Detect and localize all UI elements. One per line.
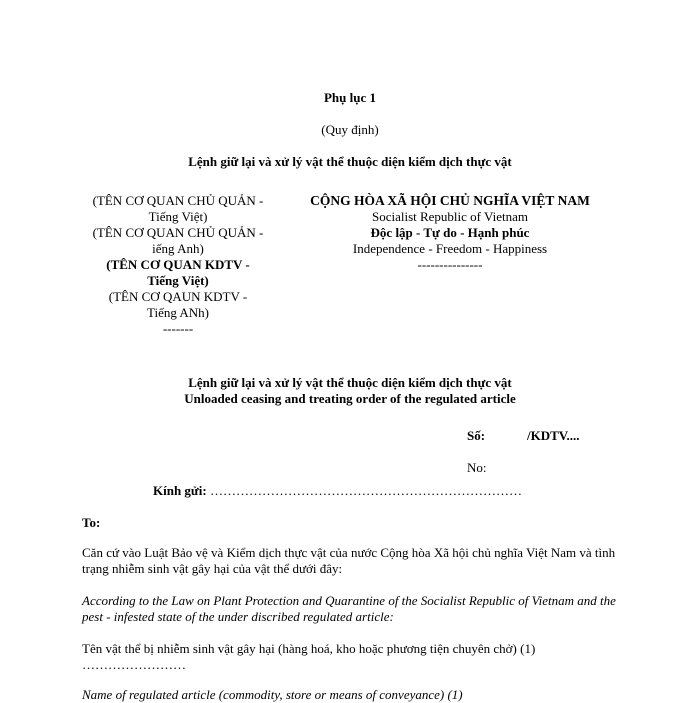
number-value: /KDTV.... [527,428,580,443]
header-divider: --------------- [417,257,483,272]
order-title [0,375,700,407]
recipient-line [153,483,573,499]
article-name-vi-dots: …………………… [82,657,186,672]
recipient-label: Kính gửi: [153,483,207,498]
order-title-en: Unloaded ceasing and treating order of the regulated article [184,391,516,406]
agency-block [78,193,278,337]
regulation-note: (Quy định) [321,122,379,137]
to-label: To: [82,515,101,530]
order-number [467,428,667,444]
appendix-title: Phụ lục 1 [323,90,376,105]
agency-line: (TÊN CƠ QUAN CHỦ QUẢN - [92,193,264,208]
agency-line: iếng Anh) [152,241,204,256]
legal-basis-en: According to the Law on Plant Protection and Quarantine of the Socialist Republic of Vietnam and the pest - infested state of the under discribed regulated article: [82,593,616,624]
agency-line: (TÊN CƠ QUAN CHỦ QUẢN - [92,225,264,240]
recipient-dots: ……………………………………………………………… [209,483,522,498]
article-name-vi-text: Tên vật thể bị nhiễm sinh vật gây hại (hàng hoá, kho hoặc phương tiện chuyên chở) (1) [82,641,536,656]
order-no-label: No: [467,460,487,475]
document-heading: Lệnh giữ lại và xử lý vật thể thuộc diện kiểm dịch thực vật [188,154,512,169]
agency-line: Tiếng Việt) [148,209,208,224]
agency-line: Tiếng Việt) [147,273,209,288]
nation-name-en: Socialist Republic of Vietnam [371,209,529,224]
legal-basis-vi: Căn cứ vào Luật Bảo vệ và Kiểm dịch thực vật của nước Cộng hòa Xã hội chủ nghĩa Việt Nam và tình trạng nhiễm sinh vật gây hại của vật thể dưới đây: [82,545,616,576]
order-title-vi: Lệnh giữ lại và xử lý vật thể thuộc diện kiểm dịch thực vật [188,375,512,390]
article-name-vi [82,641,622,673]
number-label: Số: [467,428,486,443]
motto-en: Independence - Freedom - Happiness [352,241,548,256]
agency-divider: ------- [162,321,194,336]
national-header [295,193,605,273]
nation-name-vi: CỘNG HÒA XÃ HỘI CHỦ NGHĨA VIỆT NAM [310,193,590,208]
agency-line: Tiếng ANh) [146,305,209,320]
article-name-en: Name of regulated article (commodity, store or means of conveyance) (1) [82,687,463,702]
agency-line: (TÊN CƠ QAUN KDTV - [108,289,248,304]
agency-line: (TÊN CƠ QUAN KDTV - [106,257,250,272]
motto-vi: Độc lập - Tự do - Hạnh phúc [370,225,530,240]
